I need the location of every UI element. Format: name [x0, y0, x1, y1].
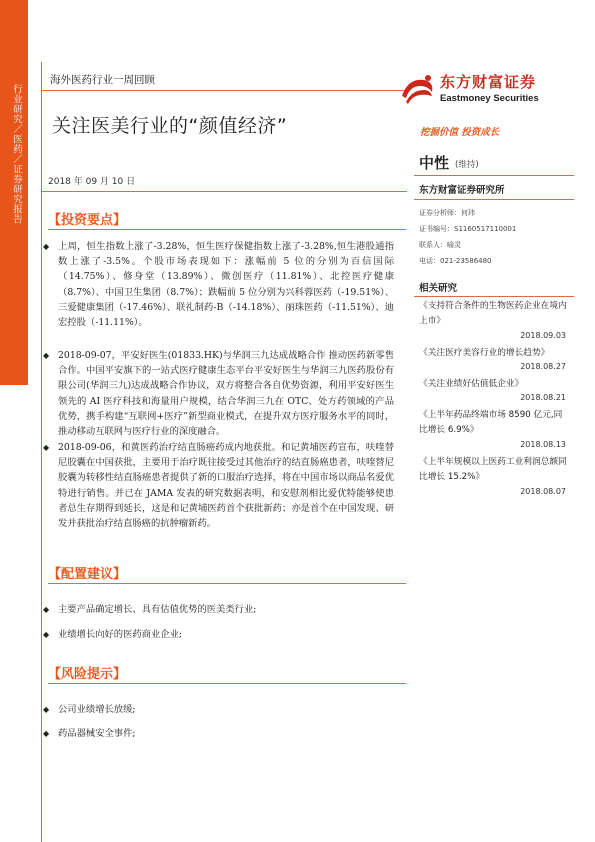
- risk-heading-rule: [48, 683, 406, 684]
- related-item-date: 2018.08.21: [520, 393, 566, 402]
- left-vertical-rule: [41, 62, 42, 842]
- allocation-heading-rule: [48, 583, 406, 584]
- related-item-date: 2018.08.13: [520, 440, 566, 449]
- section-allocation-heading: [48, 563, 406, 580]
- diamond-bullet-icon: ◆: [43, 605, 50, 614]
- allocation-item-2: ◆ 业绩增长向好的医药商业企业;: [58, 627, 394, 642]
- highlight-item-1: ◆ 上周，恒生指数上涨了-3.28%，恒生医疗保健指数上涨了-3.28%,恒生港股通指数上涨了-3.5%。个股市场表现如下：涨幅前 5 位的分别为百信国际（14.75%）、修身堂（13.89%）、微创医疗（11.81%）、北控医疗健康（8.7%）、中国卫生集团（8.7%）；跌幅前 5 位分别为兴科蓉医药（-19.51%）、三爱健康集团（-17.46%）、联礼制药-B（-14.18%）、丽珠医药（-11.51%）、迪宏控股（-11.11%）。: [43, 241, 394, 329]
- diamond-bullet-icon: ◆: [43, 705, 50, 714]
- related-item-title[interactable]: 《上半年药品终端市场 8590 亿元,同比增长 6.9%》: [419, 410, 563, 435]
- related-item-title[interactable]: 《上半年规模以上医药工业利润总额同比增长 15.2%》: [419, 457, 567, 482]
- rating-maintained: (维持): [455, 160, 479, 170]
- risk-heading-label: 【风险提示】: [48, 667, 127, 682]
- risk-item-1: ◆ 公司业绩增长放缓;: [58, 702, 394, 717]
- rating-rule: [414, 175, 574, 176]
- left-sidebar-band: [0, 0, 28, 385]
- brand-logo-icon: [398, 70, 438, 110]
- rating-value: 中性: [419, 154, 450, 172]
- institute-rule: [414, 199, 574, 200]
- related-research-heading: 相关研究: [419, 283, 458, 294]
- highlights-heading-rule: [48, 229, 406, 230]
- brand-slogan: 挖掘价值 投资成长: [420, 127, 500, 138]
- brand-name-cn: 东方财富证券: [440, 73, 537, 91]
- report-title: 关注医美行业的“颜值经济”: [52, 115, 288, 137]
- section-risk-heading: [48, 663, 406, 680]
- diamond-bullet-icon: ◆: [43, 729, 50, 738]
- diamond-bullet-icon: ◆: [43, 351, 50, 360]
- allocation-heading-label: 【配置建议】: [48, 567, 127, 582]
- related-item-date: 2018.08.27: [520, 362, 566, 371]
- date-rule: [42, 191, 407, 192]
- highlights-heading-label: 【投资要点】: [48, 213, 127, 228]
- brand-name-en: Eastmoney Securities: [440, 93, 539, 104]
- related-research-rule: [414, 296, 574, 297]
- section-highlights-heading: [48, 209, 406, 226]
- diamond-bullet-icon: ◆: [43, 630, 50, 639]
- analyst-name: 证券分析师：何玮: [419, 209, 475, 217]
- report-series: 海外医药行业一周回顾: [50, 74, 155, 86]
- phone-number: 电话：021-23586480: [419, 257, 492, 265]
- institute-name: 东方财富证券研究所: [419, 185, 505, 196]
- allocation-item-1: ◆ 主要产品确定增长、具有估值优势的医美类行业;: [58, 602, 394, 617]
- sidebar-category-text: 行业研究／医药／证券研究报告: [11, 84, 22, 224]
- highlight-item-2: ◆ 2018-09-07，平安好医生(01833.HK)与华润三九达成战略合作 推动医药新零售合作。中国平安旗下的一站式医疗健康生态平台平安好医生与华润三九医药股份有限公司(华润三九)达成战略合作协议，双方将整合各自优势资源，利用平安好医生领先的 AI 医疗科技和海量用户规模，结合华润三九在 OTC、处方药领域的产品优势，携手构建“互联网+医疗”新型商业模式，在提升双方医疗服务水平的同时，推动移动互联网与医疗行业的深度融合。: [43, 350, 394, 438]
- related-item-date: 2018.08.07: [520, 487, 566, 496]
- license-number: 证书编号：S1160517110001: [419, 225, 517, 233]
- related-item-date: 2018.09.03: [520, 331, 566, 340]
- risk-item-2: ◆ 药品器械安全事件;: [58, 726, 394, 741]
- highlight-item-3: ◆ 2018-09-06，和黄医药治疗结直肠癌药成内地获批。和记黄埔医药宣布，呋喹替尼胶囊在中国获批，主要用于治疗既往接受过其他治疗的结直肠癌患者，呋喹替尼胶囊为转移性结直肠癌患者提供了新的口服治疗选择，将在中国市场以商品名爱优特进行销售。并已在 JAMA 发表的研究数据表明，和安慰剂相比爱优特能够使患者总生存期得到延长，这是和记黄埔医药首个获批新药；亦是首个在中国发现、研发并获批治疗结直肠癌的抗肿瘤新药。: [43, 442, 394, 530]
- diamond-bullet-icon: ◆: [43, 443, 50, 452]
- header-rule: [42, 90, 407, 91]
- related-item-title[interactable]: 《关注业绩好估值低企业》: [419, 379, 524, 389]
- contact-person: 联系人：喻灵: [419, 241, 461, 249]
- related-item-title[interactable]: 《关注医疗美容行业的增长趋势》: [419, 348, 550, 358]
- report-date: 2018 年 09 月 10 日: [48, 177, 136, 187]
- diamond-bullet-icon: ◆: [43, 242, 50, 251]
- related-item-title[interactable]: 《支持符合条件的生物医药企业在境内上市》: [419, 301, 567, 326]
